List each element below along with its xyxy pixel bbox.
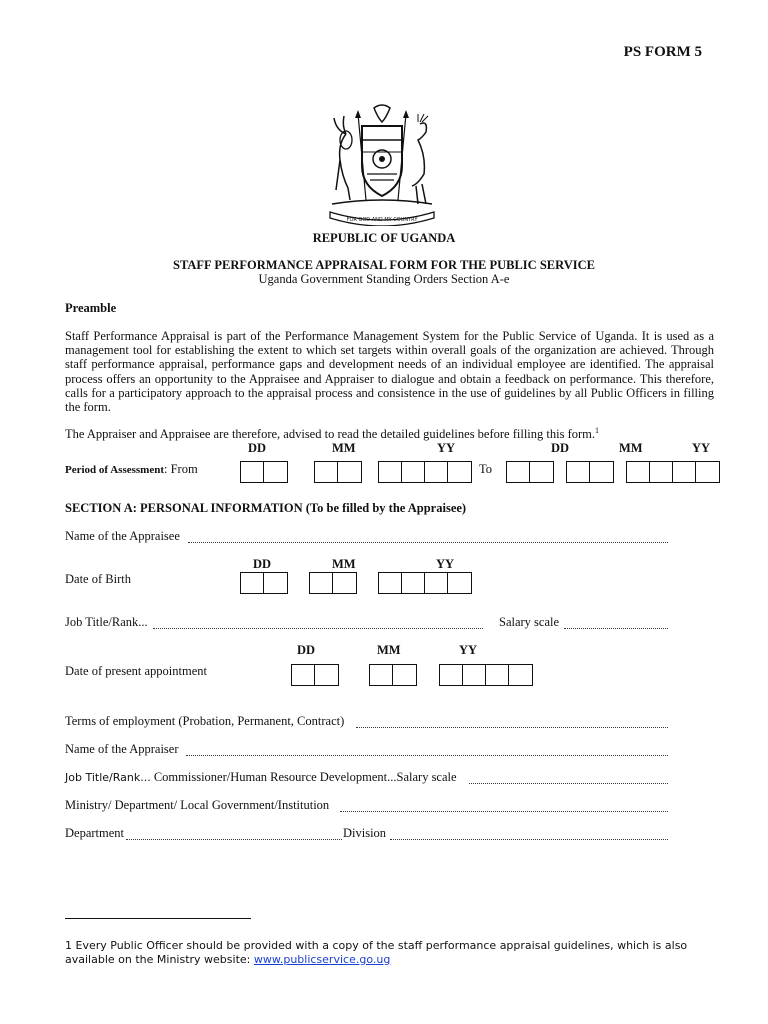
appointment-yy-input[interactable]	[439, 664, 533, 686]
dob-yy-input[interactable]	[378, 572, 472, 594]
form-subtitle: Uganda Government Standing Orders Section A-e	[258, 272, 510, 286]
department-label: Department	[65, 826, 125, 840]
terms-field[interactable]	[356, 727, 668, 728]
department-field[interactable]	[126, 839, 342, 840]
footnote-text: Every Public Officer should be provided with a copy of the staff performance appraisal guidelines, which is also available on the Ministry website:	[65, 939, 688, 966]
job-title-text: Job Title/Rank	[65, 615, 139, 629]
appointment-dd-input[interactable]	[291, 664, 339, 686]
period-to-dd-input[interactable]	[506, 461, 554, 483]
name-appraiser-field[interactable]	[186, 755, 668, 756]
advise-sentence: The Appraiser and Appraisee are therefore, advised to read the detailed guidelines before filling this form.	[65, 427, 596, 442]
crest-motto: FOR GOD AND MY COUNTRY	[346, 217, 418, 223]
period-to-label: To	[479, 462, 493, 476]
ministry-label: Ministry/ Department/ Local Government/Institution	[65, 798, 330, 812]
job-title-field[interactable]	[153, 628, 483, 629]
ministry-field[interactable]	[340, 811, 668, 812]
division-field[interactable]	[390, 839, 668, 840]
section-a-heading: SECTION A: PERSONAL INFORMATION (To be filled by the Appraisee)	[65, 501, 467, 515]
name-appraisee-field[interactable]	[188, 542, 668, 543]
dob-mm-header: MM	[332, 557, 356, 571]
salary-scale-label: Salary scale	[499, 615, 560, 629]
period-to-dd-header: DD	[551, 441, 570, 455]
date-appointment-label: Date of present appointment	[65, 664, 207, 678]
period-to-mm-input[interactable]	[566, 461, 614, 483]
date-of-birth-label: Date of Birth	[65, 572, 131, 586]
salary-scale-field[interactable]	[564, 628, 668, 629]
footnote-divider	[65, 918, 251, 919]
period-of-assessment-label	[65, 462, 198, 477]
appraiser-job-dots: ...	[140, 771, 151, 784]
period-to-yy-input[interactable]	[626, 461, 720, 483]
form-title: STAFF PERFORMANCE APPRAISAL FORM FOR THE PUBLIC SERVICE	[173, 258, 595, 272]
preamble-heading: Preamble	[65, 301, 117, 315]
job-title-label	[65, 615, 148, 630]
appraiser-salary-scale-field[interactable]	[469, 783, 668, 784]
name-appraiser-label: Name of the Appraiser	[65, 742, 179, 756]
dob-mm-input[interactable]	[309, 572, 357, 594]
period-from-yy-header: YY	[437, 441, 456, 455]
appraiser-job-title-label: Job Title/Rank	[65, 771, 141, 784]
terms-label: Terms of employment (Probation, Permanent, Contract)	[65, 714, 345, 728]
dob-yy-header: YY	[436, 557, 455, 571]
appraiser-job-value: Commissioner/Human Resource Development...Salary scale	[150, 770, 457, 784]
dob-dd-input[interactable]	[240, 572, 288, 594]
period-from-dd-input[interactable]	[240, 461, 288, 483]
appraiser-job-title-row	[65, 770, 457, 785]
appointment-dd-header: DD	[297, 643, 316, 657]
footnote-ref: 1	[595, 426, 600, 435]
coat-of-arms-icon	[322, 104, 442, 226]
dob-dd-header: DD	[253, 557, 272, 571]
period-to-yy-header: YY	[692, 441, 711, 455]
name-appraisee-label: Name of the Appraisee	[65, 529, 180, 543]
period-from-mm-header: MM	[332, 441, 356, 455]
period-to-mm-header: MM	[619, 441, 643, 455]
division-label: Division	[343, 826, 387, 840]
period-from-mm-input[interactable]	[314, 461, 362, 483]
period-from-dd-header: DD	[248, 441, 267, 455]
appointment-mm-header: MM	[377, 643, 401, 657]
appointment-mm-input[interactable]	[369, 664, 417, 686]
ministry-website-link[interactable]: www.publicservice.go.ug	[253, 953, 391, 966]
republic-heading: REPUBLIC OF UGANDA	[312, 231, 456, 245]
advise-text	[65, 426, 599, 442]
footnote	[65, 939, 725, 967]
period-from-yy-input[interactable]	[378, 461, 472, 483]
appointment-yy-header: YY	[459, 643, 478, 657]
job-title-suffix: ...	[138, 615, 148, 629]
form-number: PS FORM 5	[623, 44, 702, 60]
preamble-text: Staff Performance Appraisal is part of the Performance Management System for the Public Service of Uganda. It is used as a management tool for establishing the extent to which set targets within overall goals of the organization are achieved. Through staff performance appraisal, performance gaps and development needs of an individual employee are identified. The appraisal process offers an opportunity to the Appraisee and Appraiser to dialogue and obtain a feedback on performance. This therefore, calls for a participatory approach to the appraisal process and consistence in the use of guidelines by all Public Officers in filling the form.	[65, 329, 714, 415]
period-label-bold: Period of Assessment	[65, 464, 164, 476]
period-label-from: : From	[164, 462, 198, 476]
footnote-marker: 1	[65, 939, 72, 952]
